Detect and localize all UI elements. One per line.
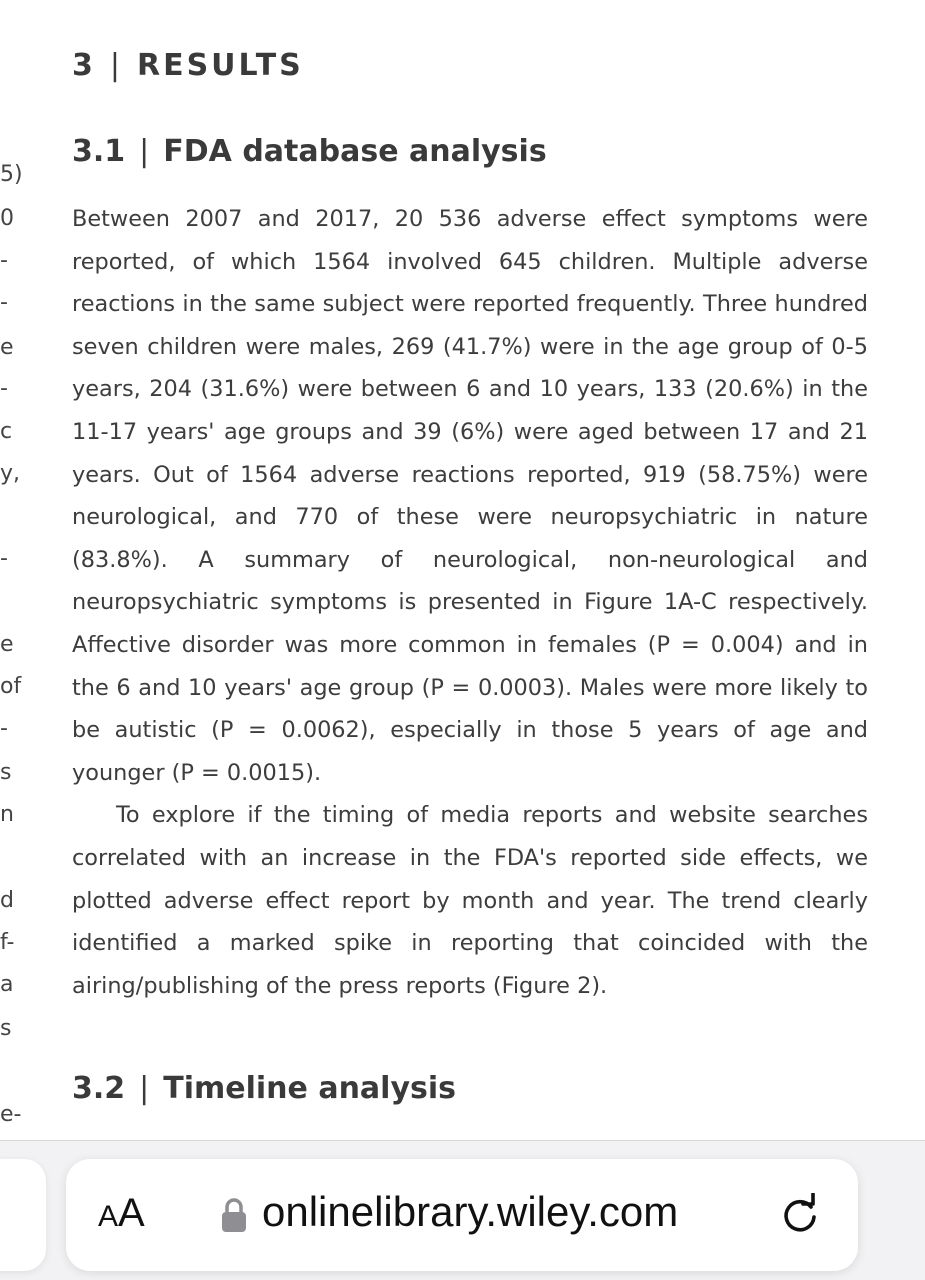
section-number: 3 xyxy=(72,48,96,83)
gutter-fragment: e- xyxy=(0,1102,22,1127)
heading-separator: | xyxy=(139,134,150,169)
subsection-title: Timeline analysis xyxy=(163,1071,457,1106)
gutter-fragment: f- xyxy=(0,930,15,955)
article-body xyxy=(72,198,868,1007)
heading-separator: | xyxy=(139,1071,150,1106)
gutter-fragment: e xyxy=(0,335,14,360)
gutter-fragment: of xyxy=(0,674,22,699)
section-heading xyxy=(72,48,304,83)
subsection-number: 3.1 xyxy=(72,134,126,169)
gutter-fragment: - xyxy=(0,716,8,741)
gutter-fragment: - xyxy=(0,248,8,273)
subsection-heading-fda xyxy=(72,134,547,169)
gutter-fragment: - xyxy=(0,376,8,401)
gutter-fragment: s xyxy=(0,1016,12,1041)
paragraph-fda-analysis: Between 2007 and 2017, 20 536 adverse effect symptoms were reported, of which 1564 involved 645 children. Multiple adverse reactions in the same subject were reported frequently. Three hundred seven children were males, 269 (41.7%) were in the age group of 0-5 years, 204 (31.6%) were between 6 and 10 years, 133 (20.6%) in the 11-17 years' age groups and 39 (6%) were aged between 17 and 21 years. Out of 1564 adverse reactions reported, 919 (58.75%) were neurological, and 770 of these were neuropsychiatric in nature (83.8%). A summary of neurological, non-neurological and neuropsychiatric symptoms is presented in Figure 1A-C respectively. Affective disorder was more common in females (P = 0.004) and in the 6 and 10 years' age group (P = 0.0003). Males were more likely to be autistic (P = 0.0062), especially in those 5 years of age and younger (P = 0.0015). xyxy=(72,206,868,786)
previous-tab-preview[interactable] xyxy=(0,1159,46,1271)
reload-icon[interactable] xyxy=(778,1193,822,1237)
url-text[interactable]: onlinelibrary.wiley.com xyxy=(262,1188,679,1235)
gutter-fragment: c xyxy=(0,419,13,444)
gutter-fragment: d xyxy=(0,888,14,913)
gutter-fragment: n xyxy=(0,802,14,827)
browser-toolbar xyxy=(0,1141,925,1280)
subsection-number: 3.2 xyxy=(72,1071,126,1106)
subsection-heading-timeline xyxy=(72,1071,456,1106)
address-bar[interactable] xyxy=(66,1159,858,1271)
text-size-large-glyph: A xyxy=(118,1191,145,1235)
subsection-title: FDA database analysis xyxy=(163,134,547,169)
paragraph-media-timing: To explore if the timing of media reports and website searches correlated with an increase in the FDA's reported side effects, we plotted adverse effect report by month and year. The trend clearly identified a marked spike in reporting that coincided with the airing/publishing of the press reports (Figure 2). xyxy=(72,802,868,999)
lock-icon xyxy=(220,1197,248,1233)
gutter-fragment: 0 xyxy=(0,206,14,231)
gutter-fragment: - xyxy=(0,546,8,571)
gutter-fragment: - xyxy=(0,290,8,315)
gutter-fragment: y, xyxy=(0,461,21,486)
gutter-fragment: s xyxy=(0,760,12,785)
gutter-fragment: e xyxy=(0,632,14,657)
text-size-button[interactable] xyxy=(98,1191,145,1236)
heading-separator: | xyxy=(109,48,123,83)
gutter-fragment: 5) xyxy=(0,162,23,187)
text-size-small-glyph: A xyxy=(98,1200,119,1233)
section-title: RESULTS xyxy=(136,48,304,83)
gutter-fragment: a xyxy=(0,972,14,997)
